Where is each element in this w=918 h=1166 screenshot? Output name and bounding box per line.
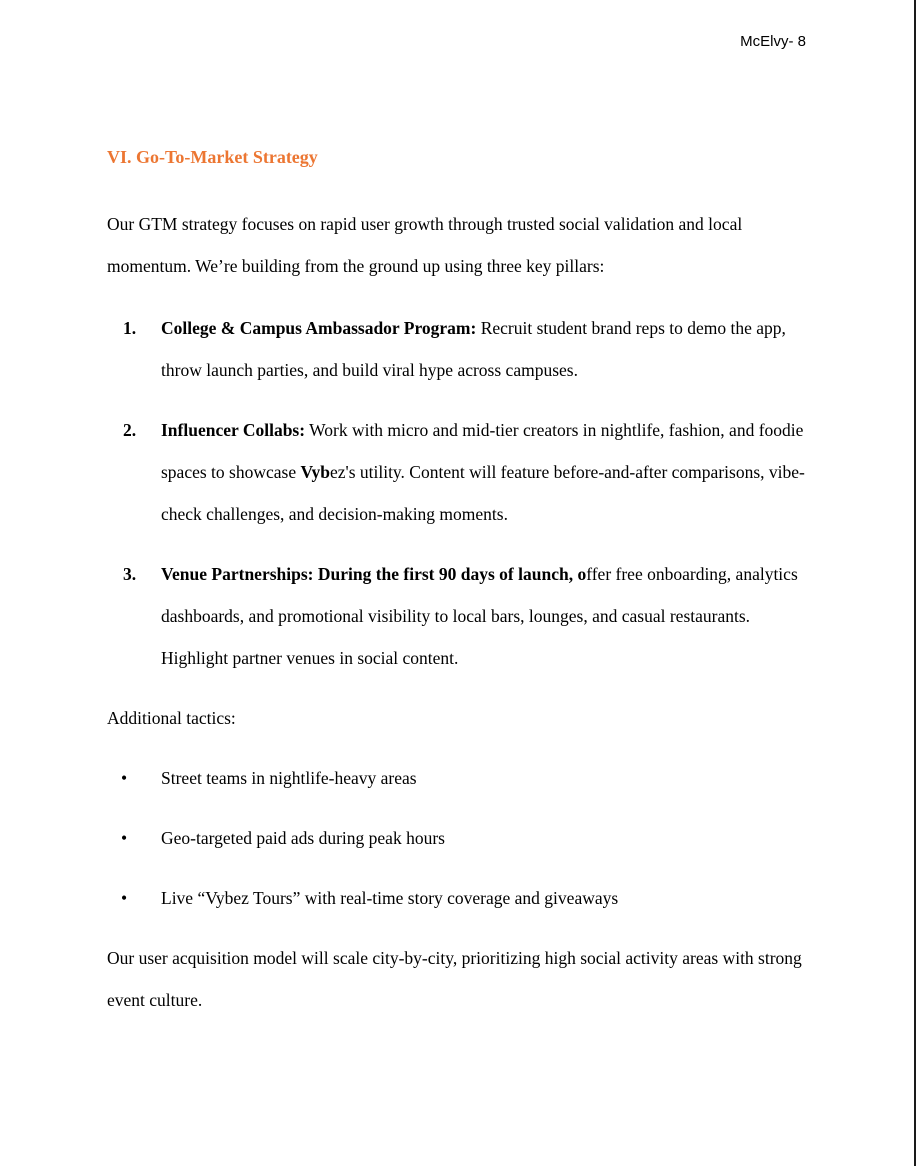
pillar-title: Venue Partnerships: During the first 90 days of launch, o xyxy=(161,564,587,584)
tactics-label: Additional tactics: xyxy=(107,708,236,728)
pillar-text-continued: ez's utility. Content will feature before-and-after comparisons, vibe-check challenges, and decision-making moments. xyxy=(161,462,805,524)
pillar-item xyxy=(107,307,817,391)
bullet-icon: • xyxy=(121,828,128,848)
pillar-title: College & Campus Ambassador Program: xyxy=(161,318,477,338)
tactic-item xyxy=(107,817,817,859)
pillar-title: Influencer Collabs: xyxy=(161,420,306,440)
tactics-list xyxy=(107,757,817,919)
brand-name-bold: Vyb xyxy=(300,462,330,482)
tactic-item xyxy=(107,877,817,919)
bullet-icon: • xyxy=(121,768,128,788)
tactic-item xyxy=(107,757,817,799)
pillar-number: 2. xyxy=(123,420,137,440)
tactic-text: Geo-targeted paid ads during peak hours xyxy=(161,828,445,848)
bullet-icon: • xyxy=(121,888,128,908)
tactic-text: Live “Vybez Tours” with real-time story coverage and giveaways xyxy=(161,888,619,908)
pillar-number: 1. xyxy=(123,318,137,338)
page-number-header: McElvy- 8 xyxy=(740,33,806,50)
pillar-text: Recruit student brand reps to demo the app, throw launch parties, and build viral hype across campuses. xyxy=(161,318,786,380)
pillar-text: ffer free onboarding, analytics dashboards, and promotional visibility to local bars, lounges, and casual restaurants. Highlight partner venues in social content. xyxy=(161,564,798,668)
pillar-text: Work with micro and mid-tier creators in nightlife, fashion, and foodie spaces to showcase xyxy=(161,420,804,482)
tactic-text: Street teams in nightlife-heavy areas xyxy=(161,768,417,788)
document-body xyxy=(107,143,817,1021)
closing-paragraph: Our user acquisition model will scale city-by-city, prioritizing high social activity areas with strong event culture. xyxy=(107,948,802,1010)
pillar-number: 3. xyxy=(123,564,137,584)
pillar-item xyxy=(107,409,817,535)
pillar-item xyxy=(107,553,817,679)
intro-paragraph: Our GTM strategy focuses on rapid user growth through trusted social validation and local momentum. We’re building from the ground up using three key pillars: xyxy=(107,214,743,276)
section-heading: VI. Go-To-Market Strategy xyxy=(107,147,318,167)
pillars-list xyxy=(107,307,817,679)
